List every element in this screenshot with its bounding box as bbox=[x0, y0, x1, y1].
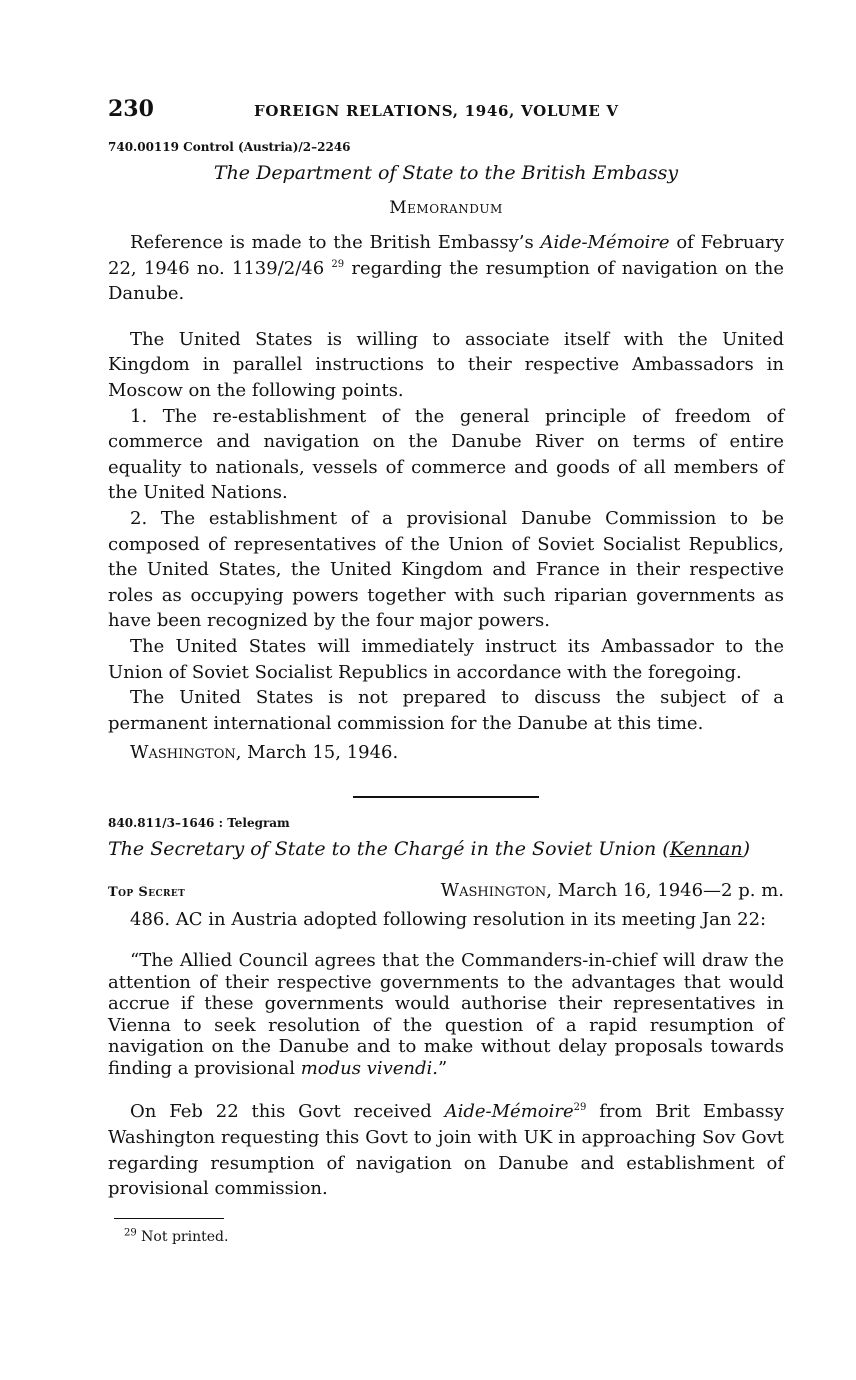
paragraph: 486. AC in Austria adopted following resolution in its meeting Jan 22: bbox=[130, 908, 767, 930]
page-number: 230 bbox=[108, 96, 154, 122]
paragraph: The United States will immediately instruct its Ambassador to the Union of Soviet Socialist Republics in accordance with the foregoing. bbox=[108, 635, 784, 683]
italic-term: Aide-Mémoire bbox=[540, 232, 670, 253]
quoted-resolution: “The Allied Council agrees that the Commanders-in-chief will draw the attention of their respective governments to the advantages that would accrue if these governments would authorise their representatives in Vienna to seek resolution of the question of a rapid resumption of navigation on the Danube and to make without delay proposals towards finding a provisional modus vivendi.” bbox=[108, 950, 784, 1079]
footnote-ref: 29 bbox=[573, 1102, 587, 1114]
running-header bbox=[108, 96, 784, 124]
file-reference: 840.811/3–1646 : Telegram bbox=[108, 815, 290, 830]
paragraph: Reference is made to the British Embassy’s Aide-Mémoire of February 22, 1946 no. 1139/2/46 $^{29}$ regarding the resumption of navigation on the Danube. bbox=[108, 232, 785, 305]
footnote-number: 29 bbox=[124, 1227, 137, 1239]
document-title: The Department of State to the British Embassy bbox=[213, 162, 679, 184]
paragraph: The United States is not prepared to discuss the subject of a permanent international commission for the Danube at this time. bbox=[108, 687, 784, 734]
paragraph: On Feb 22 this Govt received Aide-Mémoire$^{29}$ from Brit Embassy Washington requesting this Govt to join with UK in approaching Sov Govt regarding resumption of navigation on Danube and establishment of provisional commission. bbox=[108, 1101, 785, 1200]
footnote-divider bbox=[114, 1218, 224, 1219]
dateline: Washington, March 15, 1946. bbox=[130, 742, 399, 764]
dateline: Washington, March 16, 1946—2 p. m. bbox=[440, 879, 784, 901]
paragraph: The United States is willing to associate itself with the United Kingdom in parallel instructions to their respective Ambassadors in Moscow on the following points. bbox=[108, 328, 784, 401]
file-reference: 740.00119 Control (Austria)/2–2246 bbox=[108, 140, 351, 154]
footnote: $^{29}$ Not printed. bbox=[124, 1227, 229, 1245]
numbered-item: 1. The re-establishment of the general principle of freedom of commerce and navigation on the Danube River on terms of entire equality to nationals, vessels of commerce and goods of all members of the United Nations. bbox=[108, 405, 784, 504]
document-title: The Secretary of State to the Chargé in the Soviet Union (Kennan) bbox=[108, 837, 751, 860]
telegram-header bbox=[108, 880, 784, 901]
italic-term: Aide-Mémoire bbox=[444, 1101, 574, 1123]
classification-label: Top Secret bbox=[108, 884, 186, 900]
section-divider bbox=[353, 796, 539, 798]
numbered-item: 2. The establishment of a provisional Danube Commission to be composed of representatives of the Union of Soviet Socialist Republics, the United States, the United Kingdom and France in their respective roles as occupying powers together with such riparian governments as have been recognized by the four major powers. bbox=[108, 507, 784, 632]
running-title: FOREIGN RELATIONS, 1946, VOLUME V bbox=[254, 102, 619, 120]
footnote-ref: 29 bbox=[331, 258, 345, 270]
document-type: Memorandum bbox=[389, 198, 503, 218]
document-page bbox=[108, 96, 784, 1245]
